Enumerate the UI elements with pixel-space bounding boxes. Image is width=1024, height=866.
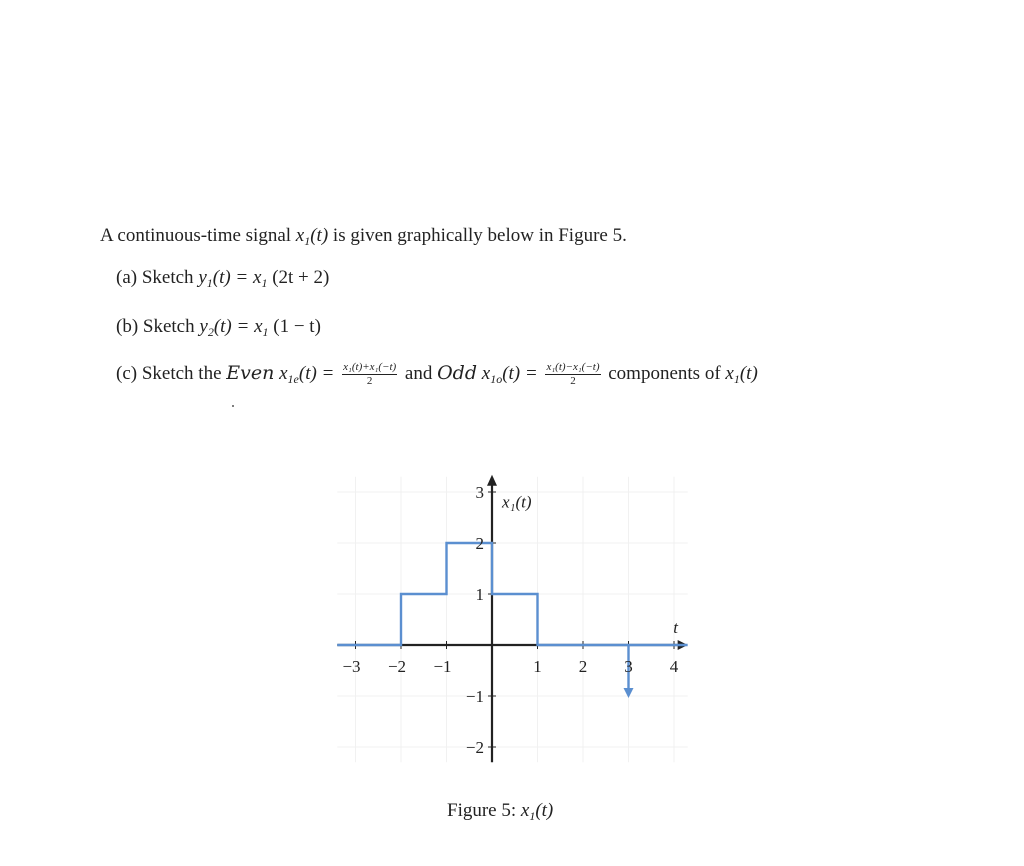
x-tick-label: −1 — [433, 657, 452, 676]
odd-fraction: $\frac{\text{x₁(t)−x₁(−t)}}{2}$ — [546, 361, 600, 388]
y-tick-label: 2 — [475, 534, 484, 553]
even-fraction: $\frac{\text{x₁(t)+x₁(−t)}}{2}$ — [343, 361, 397, 388]
x-tick-label: 2 — [578, 657, 588, 676]
y-axis-label: x₁(t) — [502, 492, 532, 512]
x-tick-label: −2 — [387, 657, 407, 676]
y-tick-label: 1 — [475, 585, 484, 604]
x-axis-label: t — [673, 618, 679, 637]
y-tick-label: −1 — [465, 687, 484, 706]
x-tick-label: 4 — [669, 657, 679, 676]
part-c: (c) Sketch the Even $x_{1e}(t)$ = $\frac{\text{x₁(t)+x₁(−t)}}{2}$ and Odd $x_{1o}(t)$ = $\frac{\text{x₁(t)−x₁(−t)}}{2}$ components of $x_1(t)$ — [116, 361, 758, 388]
figure-caption: Figure 5: $x_1(t)$ — [447, 800, 554, 823]
y-axis-arrowhead — [487, 475, 497, 486]
part-a: (a) Sketch $y_1(t) = x_1$ (2t + 2) — [116, 267, 330, 290]
x-tick-label: 1 — [533, 657, 542, 676]
intro-text: A continuous-time signal $x_1(t)$ is given graphically below in Figure 5. — [100, 225, 627, 248]
x-tick-label: −3 — [342, 657, 361, 676]
x-tick-label: 3 — [624, 657, 633, 676]
part-b: (b) Sketch $y_2(t) = x_1$ (1 − t) — [116, 316, 321, 339]
y-tick-label: 3 — [475, 483, 484, 502]
y-tick-label: −2 — [465, 738, 484, 757]
odd-word: Odd — [437, 362, 478, 384]
even-word: Even — [226, 362, 275, 384]
